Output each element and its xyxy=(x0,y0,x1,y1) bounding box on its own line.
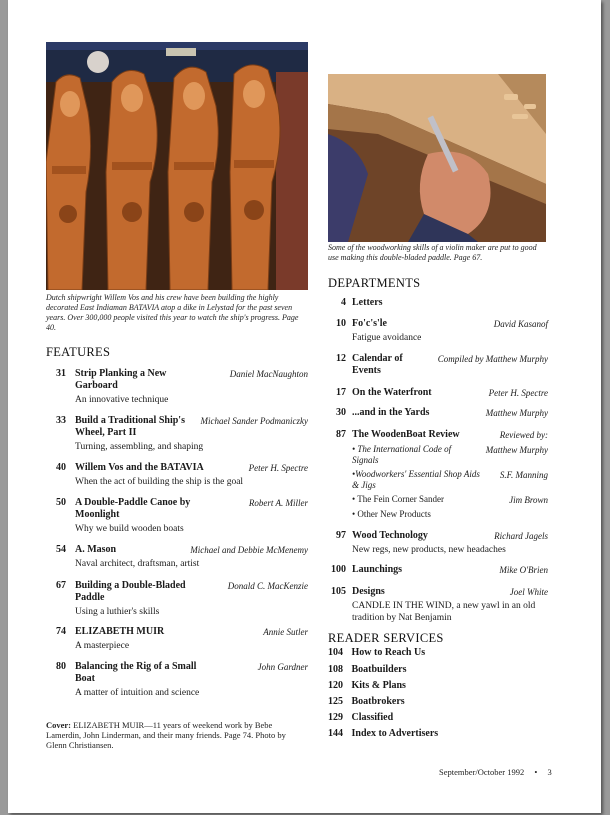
page-number: 4 xyxy=(341,297,346,308)
paddle-carving-photo xyxy=(328,74,546,242)
page-number: 31 xyxy=(56,368,66,379)
page-number: 30 xyxy=(336,407,346,418)
feature-desc: A masterpiece xyxy=(75,641,130,651)
feature-entry[interactable] xyxy=(46,580,308,616)
feature-author: Donald C. MacKenzie xyxy=(227,581,308,591)
review-author: Jim Brown xyxy=(509,495,548,505)
department-author: Richard Jagels xyxy=(494,531,548,541)
department-title: Fo'c's'le xyxy=(352,318,387,329)
department-entry[interactable] xyxy=(328,530,548,554)
feature-desc: Turning, assembling, and shaping xyxy=(75,442,204,452)
department-entry[interactable] xyxy=(328,353,548,377)
feature-title: Strip Planking a New Garboard xyxy=(75,368,167,391)
department-title: The WoodenBoat Review xyxy=(352,429,460,440)
magazine-page xyxy=(8,0,601,813)
feature-title: ELIZABETH MUIR xyxy=(75,626,165,637)
feature-author: Daniel MacNaughton xyxy=(229,369,308,379)
department-author: Mike O'Brien xyxy=(499,565,548,575)
department-title: Calendar of Events xyxy=(352,353,403,376)
page-number: 50 xyxy=(56,497,66,508)
page-number: 17 xyxy=(336,387,346,398)
reader-services-heading: READER SERVICES xyxy=(328,631,444,645)
reader-service-title: Index to Advertisers xyxy=(351,728,439,739)
cover-credit xyxy=(46,720,286,750)
feature-desc: Using a luthier's skills xyxy=(75,607,160,617)
reader-service-title: Classified xyxy=(351,712,394,723)
footer-bullet: • xyxy=(534,767,538,777)
feature-entry[interactable] xyxy=(46,462,308,486)
feature-title: Willem Vos and the BATAVIA xyxy=(75,462,204,473)
reader-service-title: Boatbrokers xyxy=(351,696,405,707)
page-number: 80 xyxy=(56,661,66,672)
page-number: 10 xyxy=(336,318,346,329)
feature-desc: Why we build wooden boats xyxy=(75,524,184,534)
paddle-carving-illustration xyxy=(328,74,546,242)
department-title: Designs xyxy=(352,586,385,597)
page-number: 67 xyxy=(56,580,66,591)
department-author: David Kasanof xyxy=(493,319,548,329)
reader-service-entry[interactable] xyxy=(328,696,405,707)
page-number: 97 xyxy=(336,530,346,541)
departments-heading: DEPARTMENTS xyxy=(328,276,421,290)
feature-desc: Naval architect, draftsman, artist xyxy=(75,559,200,569)
feature-title: Build a Traditional Ship's Wheel, Part II xyxy=(75,415,185,438)
review-item: • The Fein Corner Sander xyxy=(352,494,444,504)
page-footer xyxy=(439,767,552,777)
reader-service-title: Boatbuilders xyxy=(351,664,407,675)
features-heading: FEATURES xyxy=(46,345,111,359)
review-item: •Woodworkers' Essential Shop Aids & Jigs xyxy=(352,469,480,490)
department-author: Matthew Murphy xyxy=(485,408,548,418)
cover-label: Cover: xyxy=(46,720,72,730)
department-author: Peter H. Spectre xyxy=(488,388,548,398)
department-entry[interactable] xyxy=(328,407,548,419)
carved-figures-illustration xyxy=(46,42,308,290)
feature-entry[interactable] xyxy=(46,497,308,533)
carved-figures-photo xyxy=(46,42,308,290)
page-number: 105 xyxy=(331,586,346,597)
review-item: • Other New Products xyxy=(352,509,431,519)
feature-title: Building a Double-Bladed Paddle xyxy=(75,580,186,603)
reader-service-title: How to Reach Us xyxy=(351,647,426,658)
department-entry[interactable] xyxy=(328,387,548,399)
page-number-footer: 3 xyxy=(547,767,552,777)
department-entry[interactable] xyxy=(328,429,548,525)
department-title: Launchings xyxy=(352,564,403,575)
feature-author: Michael Sander Podmaniczky xyxy=(200,416,308,426)
review-item: • The International Code of Signals xyxy=(352,444,452,465)
page-number: 104 xyxy=(328,647,343,658)
page-number: 87 xyxy=(336,429,346,440)
reader-service-entry[interactable] xyxy=(328,647,425,658)
feature-desc: When the act of building the ship is the goal xyxy=(75,477,244,487)
page-number: 129 xyxy=(328,712,343,723)
issue-date: September/October 1992 xyxy=(439,767,525,777)
page-number: 54 xyxy=(56,544,66,555)
department-author: Reviewed by: xyxy=(499,430,548,440)
page-number: 12 xyxy=(336,353,346,364)
feature-author: Annie Sutler xyxy=(263,627,308,637)
feature-author: Robert A. Miller xyxy=(248,498,308,508)
reader-service-entry[interactable] xyxy=(328,712,393,723)
department-entry[interactable] xyxy=(328,297,548,309)
feature-entry[interactable] xyxy=(46,626,308,650)
department-desc: Fatigue avoidance xyxy=(352,333,422,343)
feature-title: A. Mason xyxy=(75,544,117,555)
review-author: Matthew Murphy xyxy=(485,445,548,455)
page-number: 74 xyxy=(56,626,66,637)
feature-entry[interactable] xyxy=(46,544,308,568)
department-entry[interactable] xyxy=(328,318,548,342)
feature-entry[interactable] xyxy=(46,661,308,697)
feature-entry[interactable] xyxy=(46,368,308,404)
feature-desc: A matter of intuition and science xyxy=(75,688,200,698)
department-desc: New regs, new products, new headaches xyxy=(352,545,506,555)
department-title: Wood Technology xyxy=(352,530,428,541)
page-number: 100 xyxy=(331,564,346,575)
photo1-caption: Dutch shipwright Willem Vos and his crew have been building the highly decorated East Indiaman BATAVIA atop a dike in Lelystad for the past seven years. Over 300,000 people visited this year to watch the ship's progress. Page 40. xyxy=(46,293,299,332)
department-entry[interactable] xyxy=(328,586,548,622)
feature-author: Peter H. Spectre xyxy=(248,463,308,473)
cover-text: ELIZABETH MUIR—11 years of weekend work by Bebe Lamerdin, John Linderman, and their many friends. Page 74. Photo by Glenn Christiansen. xyxy=(46,720,286,750)
photo2-caption: Some of the woodworking skills of a violin maker are put to good use making this double-bladed paddle. Page 67. xyxy=(328,243,537,262)
feature-author: John Gardner xyxy=(257,662,308,672)
department-title: On the Waterfront xyxy=(352,387,432,398)
reader-service-entry[interactable] xyxy=(328,728,438,739)
department-desc: CANDLE IN THE WIND, a new yawl in an old tradition by Nat Benjamin xyxy=(352,601,536,623)
reader-service-entry[interactable] xyxy=(328,664,407,675)
feature-author: Michael and Debbie McMenemy xyxy=(190,545,308,555)
page-number: 40 xyxy=(56,462,66,473)
reader-service-title: Kits & Plans xyxy=(351,680,406,691)
page-number: 33 xyxy=(56,415,66,426)
feature-title: Balancing the Rig of a Small Boat xyxy=(75,661,197,684)
page-number: 108 xyxy=(328,664,343,675)
department-entry[interactable] xyxy=(328,564,548,576)
department-title: Letters xyxy=(352,297,383,308)
page-number: 144 xyxy=(328,728,343,739)
feature-title: A Double-Paddle Canoe by Moonlight xyxy=(75,497,191,520)
review-author: S.F. Manning xyxy=(499,470,548,480)
page-number: 125 xyxy=(328,696,343,707)
page-number: 120 xyxy=(328,680,343,691)
department-author: Joel White xyxy=(509,587,548,597)
reader-service-entry[interactable] xyxy=(328,680,406,691)
department-author: Compiled by Matthew Murphy xyxy=(437,354,548,364)
department-title: ...and in the Yards xyxy=(352,407,430,418)
feature-desc: An innovative technique xyxy=(75,395,169,405)
feature-entry[interactable] xyxy=(46,415,308,451)
